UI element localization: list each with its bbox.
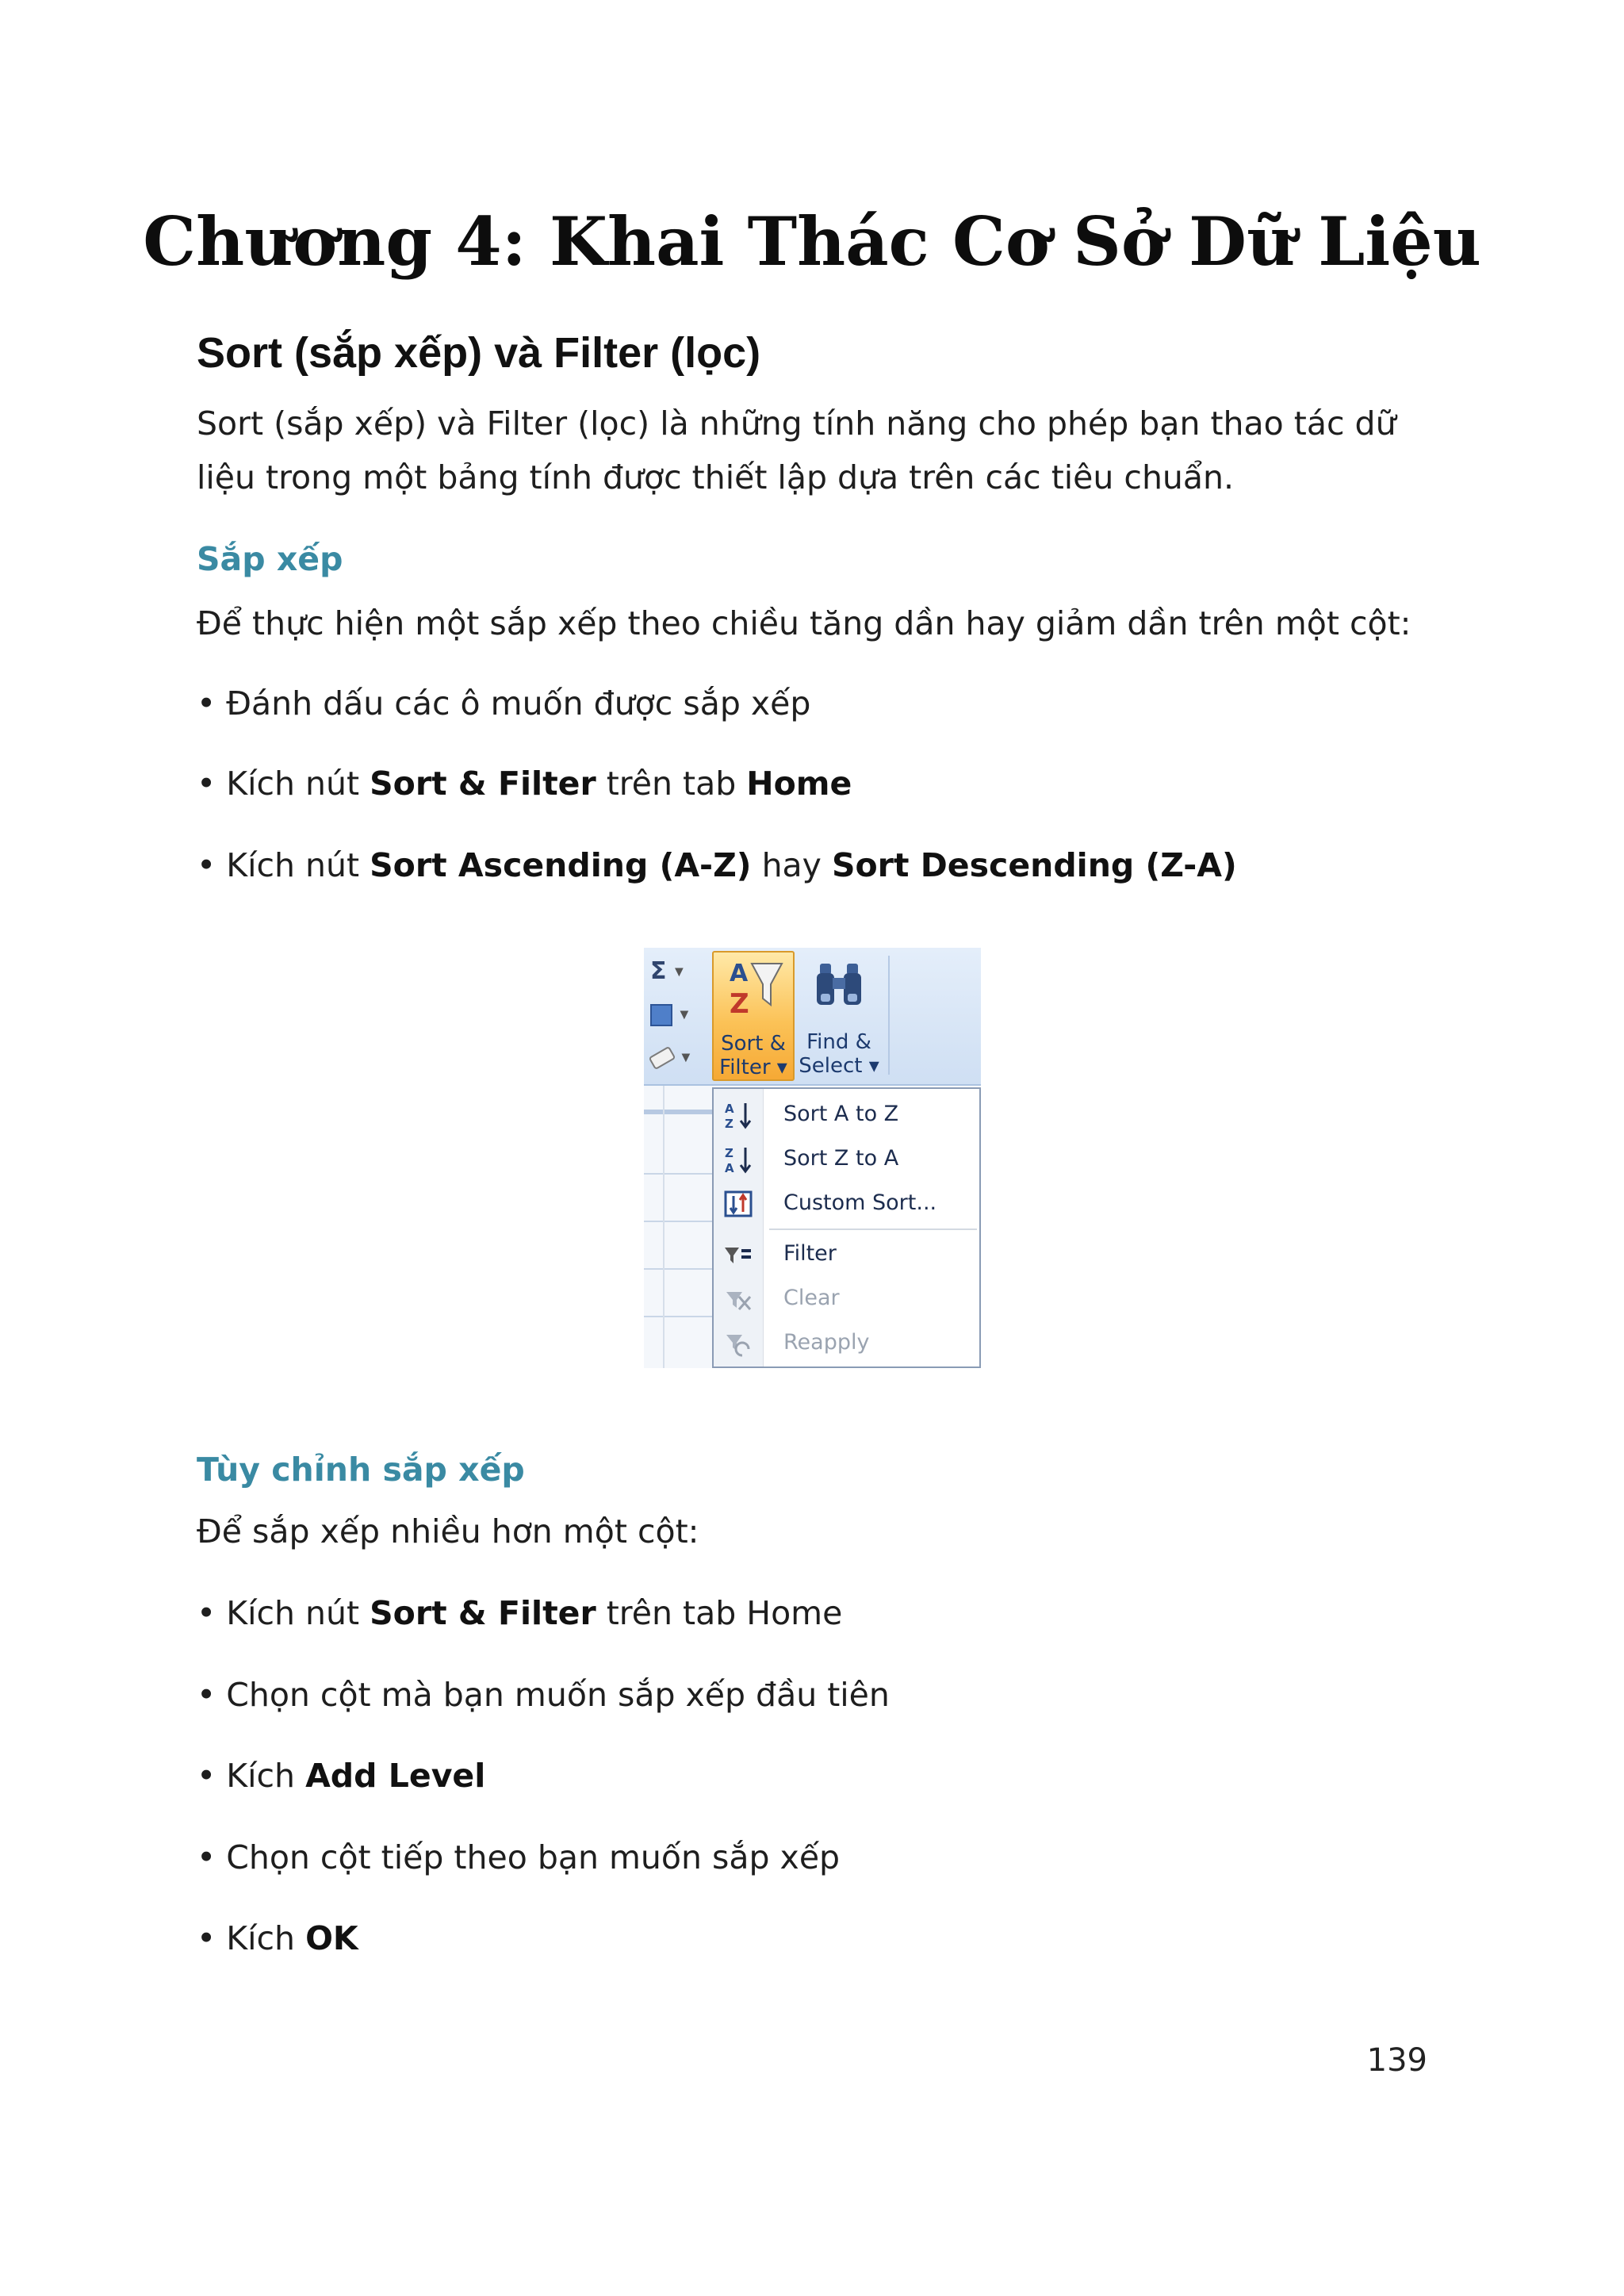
svg-text:A: A	[730, 960, 749, 987]
menu-item-reapply[interactable]	[714, 1320, 979, 1365]
sort-bullet-2	[197, 760, 1434, 807]
menu-separator	[769, 1228, 977, 1230]
bullet-bold: Sort & Filter	[370, 765, 596, 803]
sort-description: Để thực hiện một sắp xếp theo chiều tăng dần hay giảm dần trên một cột:	[197, 604, 1411, 642]
menu-item-sort-a-to-z[interactable]	[714, 1092, 979, 1137]
bullet-text: • Kích nút	[197, 846, 370, 884]
menu-item-sort-z-to-a[interactable]	[714, 1137, 979, 1181]
svg-text:A: A	[725, 1102, 734, 1116]
eraser-icon	[649, 1045, 676, 1070]
bullet-bold: Sort Descending (Z-A)	[831, 846, 1237, 884]
grid-line	[644, 1173, 714, 1175]
grid-line	[644, 1110, 714, 1114]
sort-z-to-a-icon	[723, 1144, 753, 1175]
sort-filter-label: Filter ▾	[719, 1056, 787, 1079]
clear-eraser-icon[interactable]	[650, 1040, 701, 1075]
menu-item-label: Clear	[783, 1286, 840, 1310]
menu-item-filter[interactable]	[714, 1232, 979, 1276]
sigma-symbol: Σ	[650, 957, 667, 985]
menu-item-label: Sort Z to A	[783, 1146, 899, 1171]
bullet-text: • Kích	[197, 1757, 306, 1795]
bullet-text: • Kích	[197, 1919, 306, 1957]
custom-sort-icon	[723, 1189, 753, 1219]
menu-item-label: Sort A to Z	[783, 1102, 899, 1126]
sort-filter-screenshot	[644, 948, 981, 1368]
clear-filter-icon	[723, 1284, 753, 1314]
chevron-down-icon: ▼	[681, 1051, 691, 1064]
menu-item-label: Filter	[783, 1241, 837, 1266]
svg-text:Z: Z	[725, 1146, 733, 1160]
bullet-text: • Kích nút	[197, 1594, 370, 1632]
ribbon-separator	[888, 956, 890, 1075]
chapter-title: Chương 4: Khai Thác Cơ Sở Dữ Liệu	[143, 202, 1481, 281]
bullet-text: • Kích nút	[197, 765, 370, 803]
custom-sort-bullet-3	[197, 1752, 1434, 1800]
bullet-bold: Sort & Filter	[370, 1594, 596, 1632]
menu-item-custom-sort[interactable]	[714, 1181, 979, 1225]
binoculars-icon	[815, 959, 863, 1010]
worksheet-grid	[644, 1086, 714, 1368]
sort-filter-button[interactable]	[712, 951, 795, 1081]
fill-icon[interactable]	[650, 997, 701, 1032]
find-select-button[interactable]	[798, 951, 880, 1081]
menu-item-clear[interactable]	[714, 1276, 979, 1320]
bullet-text: • Chọn cột mà bạn muốn sắp xếp đầu tiên	[197, 1676, 890, 1714]
custom-sort-bullet-1	[197, 1589, 1434, 1637]
chevron-down-icon: ▼	[680, 1008, 689, 1022]
chevron-down-icon: ▼	[674, 965, 684, 979]
sigma-icon[interactable]	[650, 954, 701, 989]
svg-text:Z: Z	[725, 1117, 733, 1130]
custom-sort-subheading: Tùy chỉnh sắp xếp	[197, 1451, 525, 1489]
page-number: 139	[1366, 2042, 1427, 2079]
menu-item-label: Reapply	[783, 1330, 870, 1355]
bullet-text: trên tab Home	[596, 1594, 843, 1632]
menu-item-label: Custom Sort...	[783, 1190, 937, 1215]
grid-line	[644, 1221, 714, 1222]
bullet-bold: Add Level	[305, 1757, 486, 1795]
section-heading: Sort (sắp xếp) và Filter (lọc)	[197, 329, 761, 377]
grid-line	[663, 1086, 665, 1368]
sort-bullet-3	[197, 841, 1434, 889]
bullet-text: • Đánh dấu các ô muốn được sắp xếp	[197, 684, 811, 723]
grid-line	[644, 1316, 714, 1317]
custom-sort-bullet-2	[197, 1671, 1434, 1719]
sort-subheading: Sắp xếp	[197, 540, 343, 578]
sort-a-to-z-icon	[723, 1100, 753, 1130]
custom-sort-bullet-4	[197, 1834, 1434, 1881]
reapply-icon	[723, 1328, 753, 1359]
bullet-text: • Chọn cột tiếp theo bạn muốn sắp xếp	[197, 1838, 841, 1876]
bullet-bold: Sort Ascending (A-Z)	[370, 846, 752, 884]
sort-bullet-1	[197, 680, 1434, 727]
grid-line	[644, 1268, 714, 1270]
custom-sort-bullet-5	[197, 1915, 1434, 1962]
custom-sort-description: Để sắp xếp nhiều hơn một cột:	[197, 1512, 699, 1550]
find-select-label: Select ▾	[799, 1054, 879, 1078]
svg-text:Z: Z	[730, 988, 749, 1019]
fill-down-icon	[650, 1004, 672, 1026]
intro-paragraph: Sort (sắp xếp) và Filter (lọc) là những tính năng cho phép bạn thao tác dữ liệu trong một bảng tính được thiết lập dựa trên các tiêu chuẩn.	[197, 404, 1396, 496]
svg-text:A: A	[725, 1161, 734, 1175]
find-select-label: Find &	[806, 1030, 871, 1054]
sort-filter-label: Sort &	[721, 1032, 786, 1056]
filter-icon	[723, 1240, 753, 1270]
sort-filter-icon	[725, 957, 785, 1019]
sort-filter-menu	[712, 1087, 981, 1368]
bullet-text: trên tab	[596, 765, 747, 803]
bullet-bold: Home	[746, 765, 852, 803]
ribbon-editing-group	[644, 948, 981, 1086]
bullet-bold: OK	[305, 1919, 358, 1957]
bullet-text: hay	[751, 846, 832, 884]
